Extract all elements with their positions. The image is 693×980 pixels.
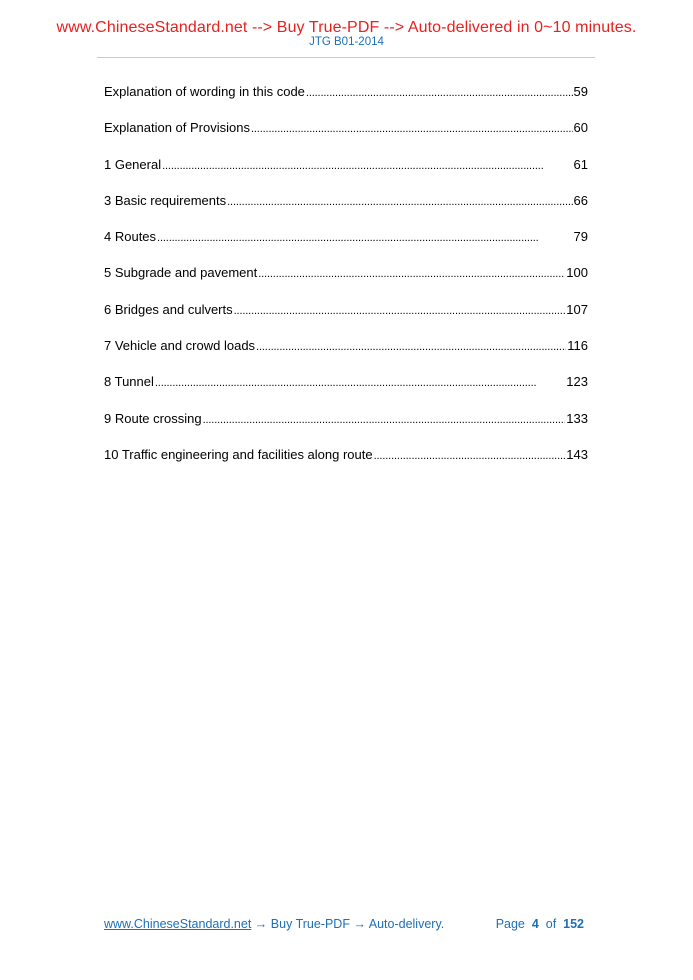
toc-entry-page: 61 [573,156,588,172]
toc-entry-title: 10 Traffic engineering and facilities along route [104,446,373,462]
toc-entry-page: 123 [566,374,588,390]
toc-entry[interactable] [104,445,588,481]
toc-dot-leader [203,409,566,430]
toc-entry-page: 59 [573,84,588,99]
toc-dot-leader [306,82,573,103]
toc-entry-title: 9 Route crossing [104,410,202,426]
toc-dot-leader [155,372,565,393]
toc-entry-title: 1 General [104,156,162,172]
arrow-right-icon: → [353,917,366,931]
toc-entry-title: 5 Subgrade and pavement [104,265,258,281]
toc-entry[interactable] [104,372,588,408]
page-indicator [496,915,584,933]
toc-entry-title: 6 Bridges and culverts [104,301,233,317]
toc-entry-page: 60 [573,120,588,136]
toc-dot-leader [258,263,565,284]
footer-delivery-text: Auto-delivery. [368,917,445,931]
toc-entry-title: Explanation of wording in this code [104,84,305,99]
toc-entry[interactable] [104,300,588,336]
toc-entry-title: 4 Routes [104,229,157,245]
table-of-contents [104,82,588,481]
footer-buy-text: Buy True-PDF [270,917,350,931]
toc-dot-leader [251,118,573,139]
page-of-label: of [545,917,557,931]
toc-entry-title: 8 Tunnel [104,374,154,390]
toc-dot-leader [234,300,566,321]
toc-entry-page: 100 [566,265,588,281]
top-banner-link[interactable]: www.ChineseStandard.net --> Buy True-PDF --> Auto-delivered in 0~10 minutes. [56,19,637,36]
toc-dot-leader [157,227,572,248]
toc-entry-title: 3 Basic requirements [104,192,227,208]
toc-entry-page: 66 [573,192,588,208]
toc-entry[interactable] [104,191,588,227]
toc-dot-leader [162,155,572,176]
toc-entry-page: 143 [566,446,588,462]
header-divider [97,57,595,58]
toc-entry[interactable] [104,336,588,372]
current-page-number: 4 [531,917,539,931]
toc-entry[interactable] [104,263,588,299]
toc-entry-page: 79 [573,229,588,245]
toc-entry-page: 116 [567,338,588,354]
toc-entry-page: 107 [566,301,588,317]
toc-entry[interactable] [104,82,588,118]
footer-site-link[interactable]: www.ChineseStandard.net [104,917,252,931]
document-code: JTG B01-2014 [309,36,384,48]
toc-entry[interactable] [104,409,588,445]
toc-entry-title: 7 Vehicle and crowd loads [104,338,256,354]
arrow-right-icon: → [254,917,268,931]
toc-dot-leader [374,445,566,466]
page-footer [104,915,584,933]
toc-entry-title: Explanation of Provisions [104,120,250,136]
total-page-count: 152 [563,917,584,931]
toc-entry-page: 133 [566,410,588,426]
footer-purchase-link[interactable] [104,915,444,933]
toc-dot-leader [227,191,572,212]
toc-dot-leader [256,336,566,357]
toc-entry[interactable] [104,118,588,154]
toc-entry[interactable] [104,227,588,263]
toc-entry[interactable] [104,155,588,191]
page-label: Page [495,917,525,931]
